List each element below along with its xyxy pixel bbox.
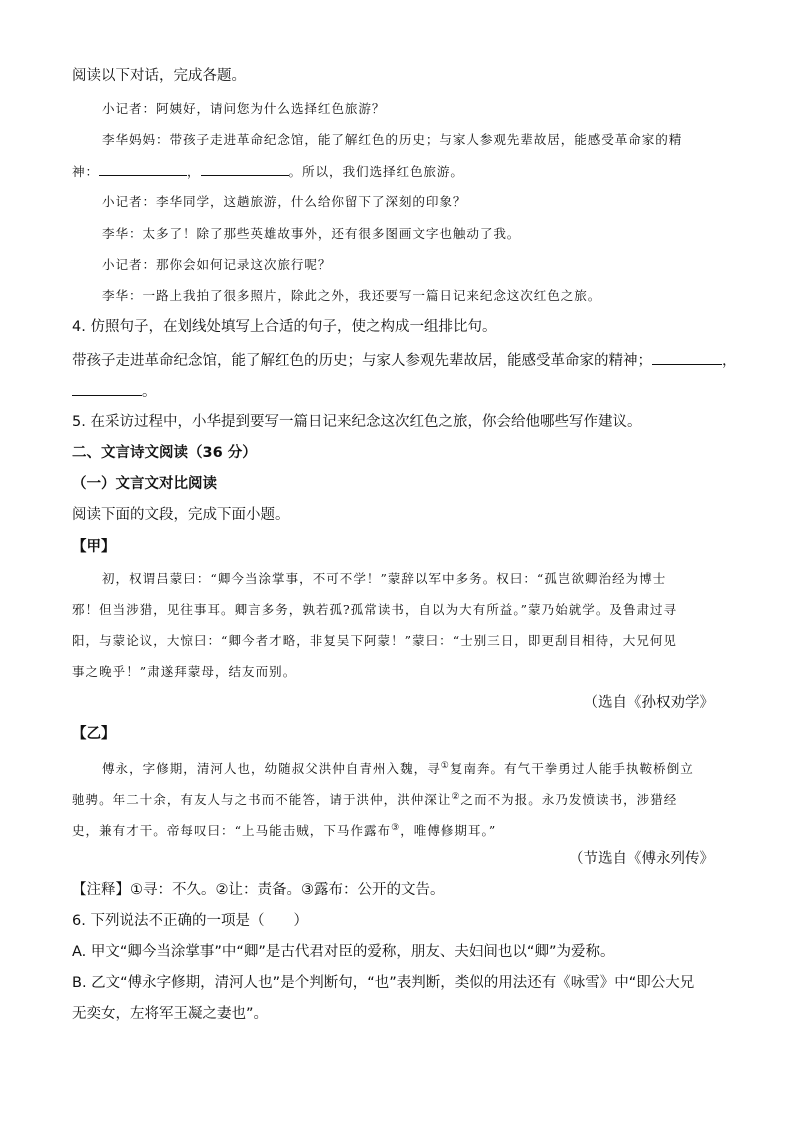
passage-jia-source: （选自《孙权劝学》 [583,695,714,711]
passage-yi-line-2b: 之而不为报。永乃发愤读书，涉猎经 [460,792,678,808]
question-6-title: 6. 下列说法不正确的一项是（ ） [72,913,308,929]
passage-yi-line-1a: 傅永，字修期，清河人也，幼随叔父洪仲自青州入魏，寻 [102,761,441,777]
dialogue-line-1: 小记者：阿姨好，请问您为什么选择红色旅游？ [102,101,386,116]
note-marker-1: ① [440,761,450,771]
dialogue-line-4: 小记者：李华同学，这趟旅游，什么给你留下了深刻的印象？ [102,194,467,209]
question-5: 5. 在采访过程中，小华提到要写一篇日记来纪念这次红色之旅，你会给他哪些写作建议。 [72,414,642,430]
answer-blank-2[interactable] [201,161,289,176]
passage-jia-label: 【甲】 [72,539,116,555]
question-4-line-1 [72,350,737,371]
passage-yi-line-1b: 复南奔。有气干拳勇过人能手执鞍桥倒立 [449,761,694,777]
answer-blank-1[interactable] [99,161,187,176]
passage-yi-line-2a: 驰骋。年二十余，有友人与之书而不能答，请于洪仲，洪仲深让 [72,792,452,808]
annotations-label: 【注释】 [72,882,130,898]
question-6-option-b-line-1: B. 乙文“傅永字修期，清河人也”是个判断句，“也”表判断，类似的用法还有《咏雪》中“即公大兄 [72,975,695,991]
note-marker-3: ③ [391,823,401,833]
dialogue-line-3-suffix: 。所以，我们选择红色旅游。 [288,164,464,179]
question-4-title: 4. 仿照句子，在划线处填写上合适的句子，使之构成一组排比句。 [72,319,497,335]
passage-yi-line-1 [102,756,722,779]
note-marker-2: ② [451,792,461,802]
section-2-instruction: 阅读下面的文段，完成下面小题。 [72,507,290,523]
question-6-option-b-line-2: 无奕女，左将军王凝之妻也”。 [72,1006,269,1022]
passage-yi-label: 【乙】 [72,726,116,742]
passage-yi-line-2 [72,787,722,810]
dialogue-line-2: 李华妈妈：带孩子走进革命纪念馆，能了解红色的历史；与家人参观先辈故居，能感受革命家的精 [102,132,683,147]
passage-jia-line-4: 事之晚乎！”肃遂拜蒙母，结友而别。 [72,664,297,679]
passage-yi-line-3a: 史，兼有才干。帝每叹曰：“上马能击贼，下马作露布 [72,823,392,839]
section-2-title: 二、文言诗文阅读（36 分） [72,445,257,461]
question-4-end: 。 [142,384,157,400]
answer-blank-4[interactable] [72,381,142,396]
annotations [72,880,722,900]
dialogue-line-6: 小记者：那你会如何记录这次旅行呢？ [102,257,332,272]
question-4-text: 带孩子走进革命纪念馆，能了解红色的历史；与家人参观先辈故居，能感受革命家的精神； [72,353,652,369]
passage-yi-line-3b: ，唯傅修期耳。” [400,823,497,839]
passage-jia-line-2: 邪！但当涉猎，见往事耳。卿言多务，孰若孤?孤常读书，自以为大有所益。”蒙乃始就学。及鲁肃过寻 [72,602,678,617]
dialogue-line-3-prefix: 神： [72,164,99,179]
dialogue-line-5: 李华：太多了！除了那些英雄故事外，还有很多图画文字也触动了我。 [102,226,521,241]
question-6-option-a: A. 甲文“卿今当涂掌事”中“卿”是古代君对臣的爱称，朋友、夫妇间也以“卿”为爱称。 [72,944,615,960]
passage-yi-line-3 [72,818,722,841]
question-4-sep: ， [722,353,737,369]
dialogue-line-3-sep: ， [187,164,201,179]
passage-jia-line-1: 初，权谓吕蒙曰：“卿今当涂掌事，不可不学！”蒙辞以军中多务。权曰：“孤岂欲卿治经为博士 [102,571,667,586]
question-4-line-2 [72,381,722,402]
section-2-subtitle: （一）文言文对比阅读 [72,476,217,492]
answer-blank-3[interactable] [652,350,722,365]
passage-jia-line-3: 阳，与蒙论议，大惊曰：“卿今者才略，非复吴下阿蒙！”蒙曰：“士别三日，即更刮目相待，大兄何见 [72,633,677,648]
dialogue-intro: 阅读以下对话，完成各题。 [72,68,246,84]
dialogue-line-3 [72,161,722,182]
dialogue-line-7: 李华：一路上我拍了很多照片，除此之外，我还要写一篇日记来纪念这次红色之旅。 [102,288,602,303]
passage-yi-source: （节选自《傅永列传》 [569,851,714,867]
annotations-text: ①寻：不久。②让：责备。③露布：公开的文告。 [130,882,445,898]
